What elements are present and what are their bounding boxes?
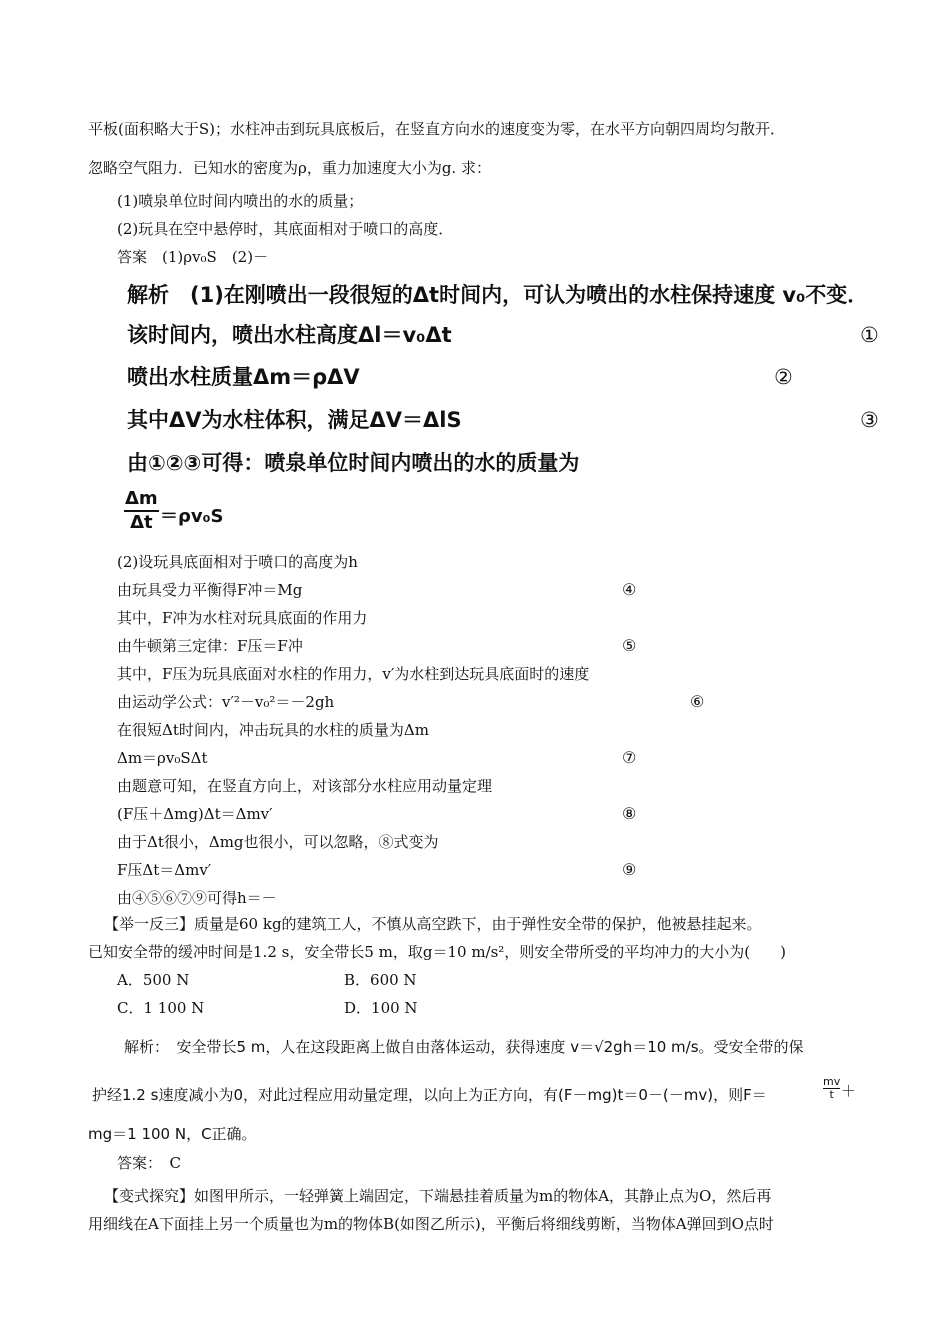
solution-line-3: 喷出水柱质量Δm＝ρΔV (127, 365, 360, 389)
solution-line-2: 该时间内，喷出水柱高度Δl＝v₀Δt (127, 323, 452, 347)
part2-line-7: 在很短Δt时间内，冲击玩具的水柱的质量为Δm (117, 721, 429, 739)
solution-line-1: 解析 (1)在刚喷出一段很短的Δt时间内，可认为喷出的水柱保持速度 v₀不变． (127, 283, 869, 307)
force-fraction-denominator: t (829, 1088, 834, 1101)
part2-line-11: 由于Δt很小，Δmg也很小，可以忽略，⑧式变为 (117, 833, 439, 851)
equation-mark-3: ③ (860, 408, 879, 432)
answer-line: 答案 (1)ρv₀S (2)－ (117, 248, 269, 266)
part2-line-8: Δm＝ρv₀SΔt (117, 749, 208, 767)
part2-line-10: (F压＋Δmg)Δt＝Δmv′ (117, 805, 273, 823)
practice-answer: 答案： C (117, 1154, 181, 1172)
force-fraction-numerator: mv (823, 1075, 841, 1088)
practice-question-line-1: 【举一反三】质量是60 kg的建筑工人，不慎从高空跌下，由于弹性安全带的保护，他被悬挂起来。 (104, 915, 762, 933)
force-plus: ＋ (841, 1082, 857, 1100)
equation-mark-2: ② (774, 365, 793, 389)
part2-line-9: 由题意可知，在竖直方向上，对该部分水柱应用动量定理 (117, 777, 493, 795)
solution-line-5: 由①②③可得：喷泉单位时间内喷出的水的质量为 (127, 451, 580, 475)
question-2: (2)玩具在空中悬停时，其底面相对于喷口的高度． (117, 220, 454, 238)
part2-line-1: (2)设玩具底面相对于喷口的高度为h (117, 553, 358, 571)
fraction-numerator: Δm (124, 488, 159, 512)
part2-line-6: 由运动学公式：v′²－v₀²＝－2gh (117, 693, 335, 711)
equation-mark-6: ⑥ (690, 692, 705, 711)
option-d: D．100 N (344, 999, 418, 1017)
practice-question-line-2: 已知安全带的缓冲时间是1.2 s，安全带长5 m，取g＝10 m/s²，则安全带所受的平均冲力的大小为( ) (88, 943, 787, 961)
solution-line-4: 其中ΔV为水柱体积，满足ΔV＝ΔlS (127, 408, 462, 432)
option-c: C．1 100 N (117, 999, 205, 1017)
equation-mark-5: ⑤ (622, 636, 637, 655)
variant-question-line-2: 用细线在A下面挂上另一个质量也为m的物体B(如图乙所示)，平衡后将细线剪断，当物体A弹回到O点时 (88, 1215, 774, 1233)
mass-rate-fraction (124, 488, 159, 534)
fraction-denominator: Δt (130, 512, 153, 533)
problem-text-line-2: 忽略空气阻力．已知水的密度为ρ，重力加速度大小为g. 求： (88, 159, 491, 177)
part2-line-13: 由④⑤⑥⑦⑨可得h＝－ (117, 889, 277, 907)
practice-solution-line-1: 解析： 安全带长5 m，人在这段距离上做自由落体运动，获得速度 v＝√2gh＝10 m/s。受安全带的保 (124, 1038, 804, 1056)
force-fraction (823, 1076, 840, 1101)
part2-line-5: 其中，F压为玩具底面对水柱的作用力，v′为水柱到达玩具底面时的速度 (117, 665, 590, 683)
option-b: B．600 N (344, 971, 417, 989)
part2-line-12: F压Δt＝Δmv′ (117, 861, 212, 879)
equation-mark-9: ⑨ (622, 860, 637, 879)
question-1: (1)喷泉单位时间内喷出的水的质量； (117, 192, 364, 210)
part2-line-2: 由玩具受力平衡得F冲＝Mg (117, 581, 303, 599)
practice-solution-line-2: 护经1.2 s速度减小为0，对此过程应用动量定理，以向上为正方向，有(F－mg)t＝0－(－mv)，则F＝ (92, 1086, 767, 1104)
mass-rate-result: ＝ρv₀S (160, 506, 224, 527)
variant-question-line-1: 【变式探究】如图甲所示，一轻弹簧上端固定，下端悬挂着质量为m的物体A，其静止点为O，然后再 (104, 1187, 772, 1205)
part2-line-4: 由牛顿第三定律：F压＝F冲 (117, 637, 303, 655)
practice-solution-line-3: mg＝1 100 N，C正确。 (88, 1125, 257, 1143)
part2-line-3: 其中，F冲为水柱对玩具底面的作用力 (117, 609, 368, 627)
equation-mark-4: ④ (622, 580, 637, 599)
equation-mark-7: ⑦ (622, 748, 637, 767)
option-a: A．500 N (117, 971, 190, 989)
equation-mark-8: ⑧ (622, 804, 637, 823)
problem-text-line-1: 平板(面积略大于S)；水柱冲击到玩具底板后，在竖直方向水的速度变为零，在水平方向朝四周均匀散开． (88, 120, 785, 138)
equation-mark-1: ① (860, 323, 879, 347)
